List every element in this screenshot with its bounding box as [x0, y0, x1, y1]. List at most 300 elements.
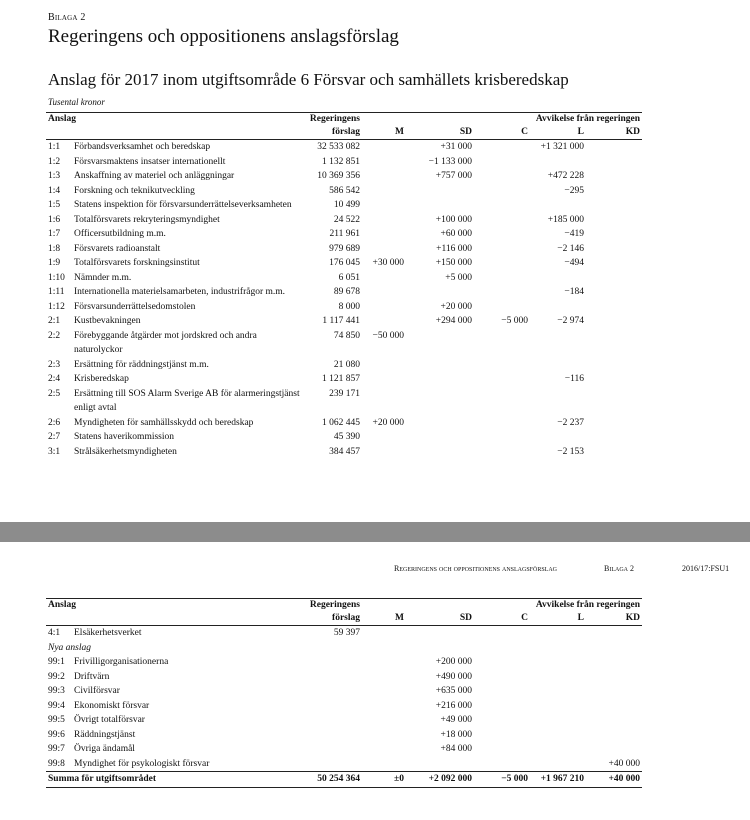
row-sd — [406, 329, 474, 358]
row-l — [530, 699, 586, 714]
row-name: Totalförsvarets forskningsinstitut — [74, 258, 200, 268]
row-name: Ersättning för räddningstjänst m.m. — [74, 359, 209, 370]
table-row — [46, 358, 642, 373]
col-sd: SD — [406, 126, 474, 140]
row-name: Övriga ändamål — [74, 744, 135, 754]
row-c — [474, 198, 530, 213]
row-l: −2 153 — [557, 446, 585, 457]
row-name: Förebyggande åtgärder mot jordskred och andra naturolyckor — [74, 330, 257, 355]
col-sd: SD — [406, 612, 474, 626]
row-reg: 24 522 — [333, 214, 361, 225]
col-reg-line2: förslag — [304, 612, 362, 626]
col-anslag: Anslag — [46, 599, 304, 613]
row-name: Nämnder m.m. — [74, 272, 132, 283]
row-c — [474, 213, 530, 228]
row-c — [474, 728, 530, 743]
row-sd: +49 000 — [440, 715, 473, 725]
row-sd: +116 000 — [436, 243, 473, 254]
col-m: M — [362, 126, 406, 140]
row-code: 2:6 — [48, 417, 61, 428]
row-c — [474, 242, 530, 257]
row-kd — [586, 300, 642, 315]
row-kd — [586, 242, 642, 257]
row-m — [362, 655, 406, 670]
row-m — [362, 713, 406, 728]
row-code: 1:9 — [48, 258, 61, 268]
table-row — [46, 742, 642, 757]
row-kd — [586, 329, 642, 358]
row-sd: +18 000 — [440, 729, 473, 740]
row-kd — [586, 314, 642, 329]
row-m — [362, 742, 406, 757]
row-m — [362, 430, 406, 445]
row-m — [362, 184, 406, 199]
table-row — [46, 256, 642, 271]
row-m: +30 000 — [372, 258, 405, 268]
col-kd: KD — [586, 612, 642, 626]
row-reg: 8 000 — [338, 301, 361, 312]
table-header-row — [46, 599, 642, 613]
row-name: Frivilligorganisationerna — [74, 657, 169, 667]
row-l — [530, 300, 586, 315]
row-reg: 45 390 — [333, 432, 361, 442]
row-l: −2 146 — [557, 243, 585, 254]
page-2 — [0, 542, 750, 820]
row-name: Civilförsvar — [74, 686, 120, 696]
row-c — [474, 329, 530, 358]
row-m — [362, 314, 406, 329]
row-reg — [304, 699, 362, 714]
row-name: Försvarets radioanstalt — [74, 243, 161, 254]
row-m — [362, 757, 406, 772]
row-sd: +84 000 — [440, 744, 473, 754]
row-sd: +200 000 — [435, 657, 473, 667]
row-c — [474, 670, 530, 685]
row-l: −2 974 — [557, 316, 585, 326]
total-c: −5 000 — [474, 772, 530, 788]
row-sd: +5 000 — [445, 272, 473, 283]
row-kd — [586, 155, 642, 170]
row-l — [530, 655, 586, 670]
row-code: 2:1 — [48, 316, 61, 326]
row-sd — [406, 184, 474, 199]
row-m — [362, 445, 406, 460]
row-c — [474, 757, 530, 772]
table-row — [46, 184, 642, 199]
row-reg: 89 678 — [333, 287, 361, 297]
row-kd — [586, 670, 642, 685]
row-code: 1:12 — [48, 301, 65, 312]
row-kd — [586, 655, 642, 670]
table-row — [46, 169, 642, 184]
row-l — [530, 742, 586, 757]
row-code: 2:2 — [48, 330, 61, 341]
table-row — [46, 271, 642, 286]
row-reg — [304, 670, 362, 685]
row-kd — [586, 285, 642, 300]
row-m: +20 000 — [372, 417, 405, 428]
row-code: 2:7 — [48, 432, 61, 442]
table-row — [46, 314, 642, 329]
row-sd — [406, 387, 474, 416]
row-c — [474, 169, 530, 184]
row-m — [362, 387, 406, 416]
col-reg-line1: Regeringens — [304, 113, 362, 127]
row-reg: 32 533 082 — [317, 142, 361, 152]
row-code: 99:2 — [48, 671, 65, 682]
row-m: −50 000 — [372, 330, 405, 341]
row-sd: +294 000 — [435, 316, 473, 326]
row-m — [362, 242, 406, 257]
row-sd — [406, 358, 474, 373]
row-name: Totalförsvarets rekryteringsmyndighet — [74, 214, 220, 225]
row-code: 99:6 — [48, 729, 65, 740]
table-row — [46, 416, 642, 431]
row-reg — [304, 728, 362, 743]
row-sd: +100 000 — [435, 214, 473, 225]
table-row — [46, 300, 642, 315]
row-l: −184 — [564, 287, 585, 297]
row-c — [474, 626, 530, 641]
col-l: L — [530, 126, 586, 140]
row-kd — [586, 198, 642, 213]
row-code: 1:1 — [48, 142, 61, 152]
row-c — [474, 699, 530, 714]
row-l — [530, 430, 586, 445]
row-code: 2:4 — [48, 374, 61, 384]
row-kd: +40 000 — [608, 758, 641, 769]
row-m — [362, 670, 406, 685]
row-c — [474, 445, 530, 460]
table-row — [46, 387, 642, 416]
row-m — [362, 300, 406, 315]
row-sd: +490 000 — [435, 671, 473, 682]
row-kd — [586, 445, 642, 460]
row-l — [530, 387, 586, 416]
table-row — [46, 757, 642, 772]
row-l: −295 — [564, 185, 585, 196]
row-name: Myndigheten för samhällsskydd och beredskap — [74, 417, 254, 428]
row-sd — [406, 198, 474, 213]
row-name: Driftvärn — [74, 671, 110, 682]
row-c — [474, 285, 530, 300]
table-row — [46, 430, 642, 445]
row-m — [362, 155, 406, 170]
row-name: Försvarsunderrättelsedomstolen — [74, 301, 196, 312]
row-sd — [406, 445, 474, 460]
row-reg: 1 132 851 — [322, 156, 361, 167]
row-sd: +216 000 — [435, 700, 473, 711]
running-appendix: Bilaga 2 — [604, 564, 634, 573]
row-reg — [304, 742, 362, 757]
row-kd — [586, 227, 642, 242]
table-row — [46, 445, 642, 460]
row-name: Anskaffning av materiel och anläggningar — [74, 171, 235, 181]
table-row — [46, 285, 642, 300]
row-reg — [304, 655, 362, 670]
appropriations-table-2 — [46, 598, 642, 788]
row-sd: −1 133 000 — [428, 156, 473, 167]
row-code: 99:8 — [48, 758, 65, 769]
row-kd — [586, 626, 642, 641]
row-reg: 10 499 — [333, 200, 361, 210]
row-kd — [586, 742, 642, 757]
running-title: Regeringens och oppositionens anslagsförslag — [394, 564, 558, 573]
col-avvikelse: Avvikelse från regeringen — [474, 599, 642, 613]
table-header-row — [46, 126, 642, 140]
row-code: 1:5 — [48, 200, 61, 210]
row-kd — [586, 684, 642, 699]
page-separator — [0, 522, 750, 542]
row-reg: 586 542 — [329, 185, 361, 196]
row-reg: 74 850 — [333, 330, 361, 341]
total-label: Summa för utgiftsområdet — [46, 772, 304, 788]
row-reg: 6 051 — [338, 272, 361, 283]
row-kd — [586, 387, 642, 416]
table-row — [46, 626, 642, 641]
col-kd: KD — [586, 126, 642, 140]
row-name: Förbandsverksamhet och beredskap — [74, 142, 211, 152]
col-reg-line2: förslag — [304, 126, 362, 140]
col-reg-line1: Regeringens — [304, 599, 362, 613]
table-row — [46, 329, 642, 358]
total-row — [46, 772, 642, 788]
row-l — [530, 198, 586, 213]
row-reg: 211 961 — [329, 229, 361, 239]
row-name: Statens inspektion för försvarsunderrättelseverksamheten — [74, 200, 292, 210]
row-reg: 1 062 445 — [322, 417, 361, 428]
row-m — [362, 213, 406, 228]
row-m — [362, 372, 406, 387]
row-reg: 1 121 857 — [322, 374, 361, 384]
row-sd: +60 000 — [440, 229, 473, 239]
row-l: +472 228 — [547, 171, 585, 181]
row-reg — [304, 757, 362, 772]
table-row — [46, 198, 642, 213]
row-name: Elsäkerhetsverket — [74, 628, 142, 638]
row-name: Kustbevakningen — [74, 316, 141, 326]
row-l — [530, 728, 586, 743]
row-sd: +150 000 — [435, 258, 473, 268]
row-code: 99:1 — [48, 657, 65, 667]
row-c — [474, 358, 530, 373]
row-l: −2 237 — [557, 417, 585, 428]
row-code: 1:8 — [48, 243, 61, 254]
row-sd — [406, 626, 474, 641]
row-m — [362, 358, 406, 373]
row-kd — [586, 184, 642, 199]
row-l — [530, 358, 586, 373]
row-m — [362, 271, 406, 286]
section-title: Anslag för 2017 inom utgiftsområde 6 Försvar och samhällets krisberedskap — [48, 70, 569, 89]
row-c — [474, 300, 530, 315]
col-l: L — [530, 612, 586, 626]
row-code: 1:7 — [48, 229, 61, 239]
row-kd — [586, 416, 642, 431]
row-l — [530, 626, 586, 641]
row-code: 1:10 — [48, 272, 65, 283]
row-code: 1:11 — [48, 287, 65, 297]
appropriations-table-1 — [46, 112, 642, 459]
row-sd: +20 000 — [440, 301, 473, 312]
row-c — [474, 184, 530, 199]
row-reg — [304, 684, 362, 699]
table-row — [46, 699, 642, 714]
row-name: Krisberedskap — [74, 374, 129, 384]
row-l — [530, 329, 586, 358]
row-name: Ekonomiskt försvar — [74, 700, 150, 711]
row-sd — [406, 372, 474, 387]
row-code: 99:4 — [48, 700, 65, 711]
row-name: Övrigt totalförsvar — [74, 715, 145, 725]
table-row — [46, 140, 642, 155]
row-reg: 239 171 — [329, 388, 361, 399]
appendix-label: Bilaga 2 — [48, 12, 86, 23]
table-row — [46, 242, 642, 257]
row-code: 3:1 — [48, 446, 61, 457]
row-reg: 979 689 — [329, 243, 361, 254]
row-l — [530, 271, 586, 286]
row-l — [530, 155, 586, 170]
row-kd — [586, 256, 642, 271]
row-m — [362, 699, 406, 714]
new-appropriations-label-row — [46, 641, 642, 656]
row-m — [362, 626, 406, 641]
row-l — [530, 684, 586, 699]
row-c — [474, 430, 530, 445]
row-kd — [586, 213, 642, 228]
row-kd — [586, 372, 642, 387]
unit-label: Tusental kronor — [48, 97, 105, 107]
row-name: Strålsäkerhetsmyndigheten — [74, 446, 177, 457]
table-row — [46, 213, 642, 228]
row-c: −5 000 — [501, 316, 529, 326]
total-kd: +40 000 — [586, 772, 642, 788]
col-avvikelse: Avvikelse från regeringen — [474, 113, 642, 127]
row-name: Ersättning till SOS Alarm Sverige AB för alarmeringstjänst enligt avtal — [74, 388, 300, 413]
row-c — [474, 140, 530, 155]
row-name: Statens haverikommission — [74, 432, 175, 442]
row-m — [362, 728, 406, 743]
table-row — [46, 372, 642, 387]
row-l: −419 — [564, 229, 585, 239]
row-reg: 10 369 356 — [317, 171, 361, 181]
row-reg: 384 457 — [329, 446, 361, 457]
new-appropriations-label: Nya anslag — [48, 642, 92, 653]
row-c — [474, 155, 530, 170]
table-header-row — [46, 612, 642, 626]
row-m — [362, 285, 406, 300]
row-name: Internationella materielsamarbeten, industrifrågor m.m. — [74, 287, 286, 297]
row-kd — [586, 728, 642, 743]
row-sd — [406, 416, 474, 431]
row-name: Forskning och teknikutveckling — [74, 185, 195, 196]
col-anslag: Anslag — [46, 113, 304, 127]
row-reg: 1 117 441 — [322, 316, 361, 326]
row-c — [474, 655, 530, 670]
row-kd — [586, 140, 642, 155]
row-code: 1:3 — [48, 171, 61, 181]
row-c — [474, 372, 530, 387]
total-reg: 50 254 364 — [304, 772, 362, 788]
row-l — [530, 757, 586, 772]
row-sd: +31 000 — [440, 142, 473, 152]
row-m — [362, 198, 406, 213]
table-row — [46, 713, 642, 728]
total-sd: +2 092 000 — [406, 772, 474, 788]
total-m: ±0 — [362, 772, 406, 788]
row-reg: 59 397 — [333, 628, 361, 638]
row-code: 99:5 — [48, 715, 65, 725]
row-l — [530, 713, 586, 728]
row-m — [362, 140, 406, 155]
row-code: 2:3 — [48, 359, 61, 370]
row-kd — [586, 713, 642, 728]
row-kd — [586, 430, 642, 445]
document-id: 2016/17:FSU1 — [682, 564, 730, 573]
row-sd — [406, 430, 474, 445]
row-c — [474, 271, 530, 286]
row-code: 1:4 — [48, 185, 61, 196]
table-row — [46, 655, 642, 670]
row-c — [474, 742, 530, 757]
row-c — [474, 256, 530, 271]
row-m — [362, 169, 406, 184]
row-code: 1:2 — [48, 156, 61, 167]
col-c: C — [474, 612, 530, 626]
row-c — [474, 387, 530, 416]
row-c — [474, 713, 530, 728]
row-name: Myndighet för psykologiskt försvar — [74, 758, 210, 769]
row-kd — [586, 169, 642, 184]
table-row — [46, 227, 642, 242]
row-reg: 21 080 — [333, 359, 361, 370]
row-code: 2:5 — [48, 388, 61, 399]
row-code: 99:3 — [48, 686, 65, 696]
table-header-row — [46, 113, 642, 127]
row-name: Försvarsmaktens insatser internationellt — [74, 156, 226, 167]
row-kd — [586, 358, 642, 373]
table-row — [46, 670, 642, 685]
row-sd — [406, 285, 474, 300]
row-name: Räddningstjänst — [74, 729, 136, 740]
total-l: +1 967 210 — [530, 772, 586, 788]
row-c — [474, 227, 530, 242]
row-code: 99:7 — [48, 744, 65, 754]
table-row — [46, 728, 642, 743]
row-m — [362, 684, 406, 699]
row-name: Officersutbildning m.m. — [74, 229, 166, 239]
row-l: +1 321 000 — [540, 142, 585, 152]
table-row — [46, 155, 642, 170]
col-c: C — [474, 126, 530, 140]
row-c — [474, 684, 530, 699]
row-l — [530, 670, 586, 685]
row-sd: +635 000 — [435, 686, 473, 696]
row-sd — [406, 757, 474, 772]
row-reg — [304, 713, 362, 728]
row-c — [474, 416, 530, 431]
row-code: 4:1 — [48, 628, 61, 638]
row-sd: +757 000 — [435, 171, 473, 181]
row-l: −116 — [564, 374, 585, 384]
row-l: −494 — [564, 258, 585, 268]
col-m: M — [362, 612, 406, 626]
document-title: Regeringens och oppositionens anslagsförslag — [48, 26, 399, 47]
row-code: 1:6 — [48, 214, 61, 225]
row-m — [362, 227, 406, 242]
row-l: +185 000 — [547, 214, 585, 225]
